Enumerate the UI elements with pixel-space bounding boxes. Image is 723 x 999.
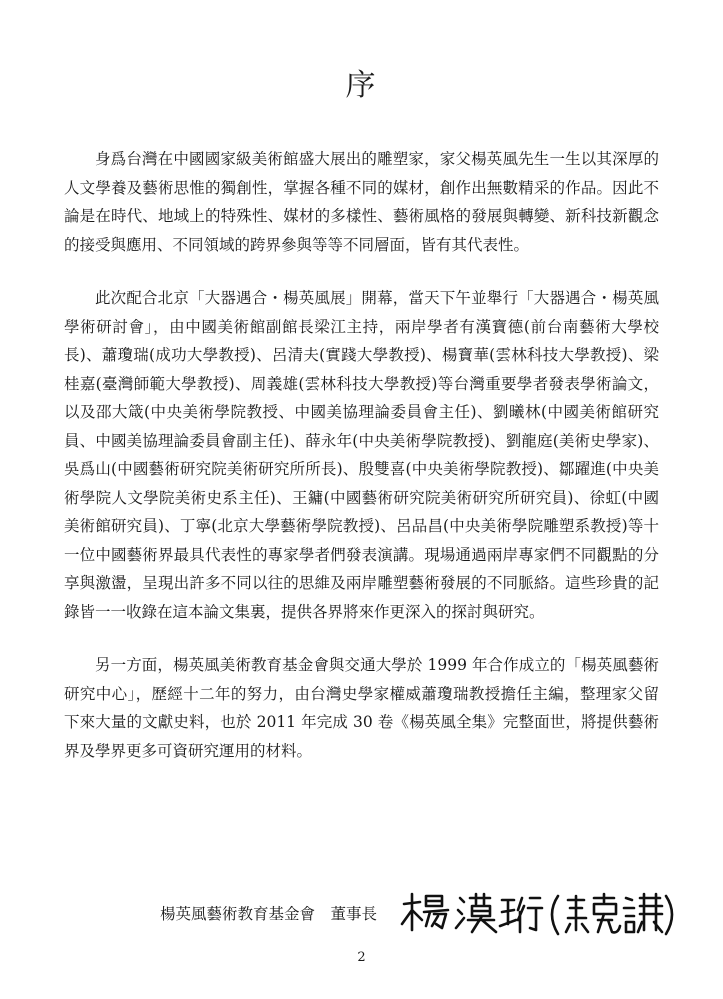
paragraph-3: 另一方面，楊英風美術教育基金會與交通大學於 1999 年合作成立的「楊英風藝術研究中心」，歷經十二年的努力，由台灣史學家權威蕭瓊瑞教授擔任主編，整理家父留下來大量的文獻史料，也於 2011 年完成 30 卷《楊英風全集》完整面世，將提供藝術界及學界更多可資研究運用的材料。	[64, 656, 659, 760]
signature-block	[160, 890, 680, 940]
handwritten-signature	[398, 890, 678, 940]
paragraph-2: 此次配合北京「大器遇合・楊英風展」開幕，當天下午並舉行「大器遇合・楊英風學術研討會」，由中國美術館副館長梁江主持，兩岸學者有漢寶德(前台南藝術大學校長)、蕭瓊瑞(成功大學教授)、呂清夫(實踐大學教授)、楊寶華(雲林科技大學教授)、梁桂嘉(臺灣師範大學教授)、周義雄(雲林科技大學教授)等台灣重要學者發表學術論文，以及邵大箴(中央美術學院教授、中國美協理論委員會主任)、劉曦林(中國美術館研究員、中國美協理論委員會副主任)、薛永年(中央美術學院教授)、劉龍庭(美術史學家)、吳爲山(中國藝術研究院美術研究所所長)、殷雙喜(中央美術學院教授)、鄒躍進(中央美術學院人文學院美術史系主任)、王鏞(中國藝術研究院美術研究所研究員)、徐虹(中國美術館研究員)、丁寧(北京大學藝術學院教授)、呂品昌(中央美術學院雕塑系教授)等十一位中國藝術界最具代表性的專家學者們發表演講。現場通過兩岸專家們不同觀點的分享與激盪，呈現出許多不同以往的思維及兩岸雕塑藝術發展的不同脈絡。這些珍貴的記錄皆一一收錄在這本論文集裏，提供各界將來作更深入的探討與研究。	[64, 289, 659, 621]
paragraph-1: 身爲台灣在中國國家級美術館盛大展出的雕塑家，家父楊英風先生一生以其深厚的人文學養及藝術思惟的獨創性，掌握各種不同的媒材，創作出無數精采的作品。因此不論是在時代、地域上的特殊性、媒材的多樣性、藝術風格的發展與轉變、新科技新觀念的接受與應用、不同領域的跨界參與等等不同層面，皆有其代表性。	[64, 150, 659, 254]
page-title: 序	[345, 68, 378, 103]
signature-label: 楊英風藝術教育基金會 董事長	[160, 905, 378, 923]
page-number: 2	[357, 950, 366, 965]
